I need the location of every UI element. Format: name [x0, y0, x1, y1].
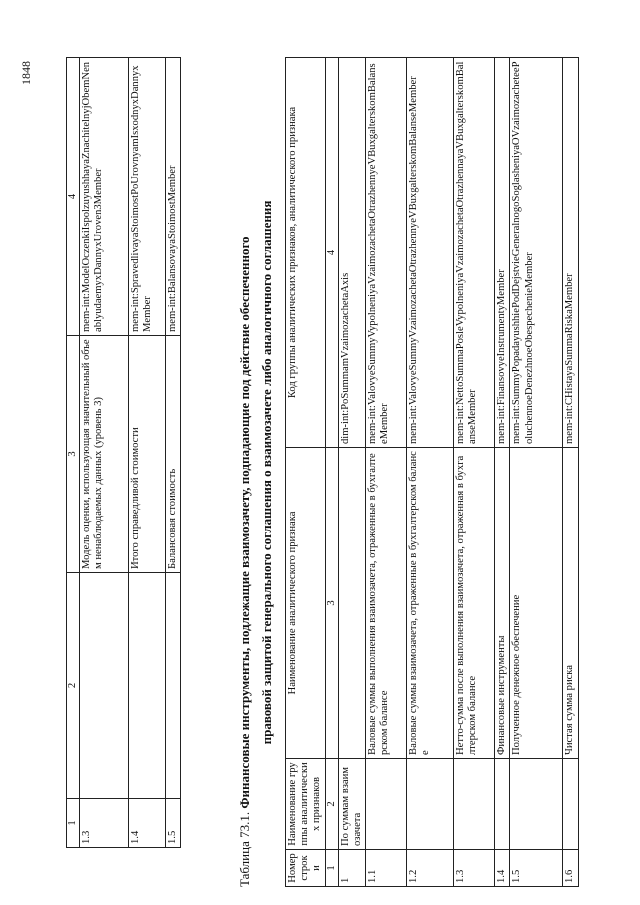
row-code: mem-int:NettoSummaPosleVypolneniyaVzaimozachetaOtrazhennayaVBuxgalterskomBalanseMember	[454, 58, 495, 448]
row-group	[129, 573, 166, 799]
table-caption	[234, 58, 278, 887]
row-group	[510, 759, 563, 850]
col-number: 2	[67, 573, 80, 799]
row-name	[338, 448, 365, 759]
col-number: 3	[325, 448, 338, 759]
row-name: Балансовая стоимость	[166, 336, 181, 573]
header-row-number: Номер строки	[286, 850, 326, 887]
row-group	[495, 759, 510, 850]
row-code: mem-int:CHistayaSummaRiskaMember	[563, 58, 578, 448]
table-row	[563, 58, 578, 887]
row-number: 1.5	[166, 799, 181, 848]
table-row	[510, 58, 563, 887]
row-code: mem-int:ModelOczenkiIspolzuyushhayaZnachitelnyjObemNenablyudaemyxDannyxUroven3Member	[80, 58, 129, 336]
table-row	[407, 58, 454, 887]
table-row	[495, 58, 510, 887]
row-group	[366, 759, 407, 850]
col-number: 1	[325, 850, 338, 887]
row-group	[454, 759, 495, 850]
column-number-row	[325, 58, 338, 887]
row-code: mem-int:BalansovayaStoimostMember	[166, 58, 181, 336]
row-code: dim-int:PoSummamVzaimozachetaAxis	[338, 58, 365, 448]
row-number: 1.1	[366, 850, 407, 887]
table-financial-instruments	[285, 57, 579, 887]
row-code: mem-int:FinansovyeInstrumentyMember	[495, 58, 510, 448]
table-row	[80, 58, 129, 848]
row-code: mem-int:ValovyeSummyVzaimozachetaOtrazhennyeVBuxgalterskomBalanseMember	[407, 58, 454, 448]
row-name: Финансовые инструменты	[495, 448, 510, 759]
header-row	[286, 58, 326, 887]
table-row	[129, 58, 166, 848]
row-name: Чистая сумма риска	[563, 448, 578, 759]
row-group	[407, 759, 454, 850]
row-code: mem-int:ValovyeSummyVypolneniyaVzaimozachetaOtrazhennyeVBuxgalterskomBalanseMember	[366, 58, 407, 448]
row-code: mem-int:SpravedlivayaStoimostPoUrovnyamIsxodnyxDannyxMember	[129, 58, 166, 336]
col-number: 1	[67, 799, 80, 848]
row-number: 1.4	[495, 850, 510, 887]
row-code: mem-int:SummyPopadayushhiePodDejstvieGeneralnogoSoglasheniyaOVzaimozacheteePoluchennoeDenezhnoeObespechenieMember	[510, 58, 563, 448]
row-name: Полученное денежное обеспечение	[510, 448, 563, 759]
row-number: 1.4	[129, 799, 166, 848]
row-group: По суммам взаимозачета	[338, 759, 365, 850]
page-number: 1848	[19, 61, 33, 85]
table-row	[366, 58, 407, 887]
col-number: 2	[325, 759, 338, 850]
caption-title-line2: правовой защитой генерального соглашения о взаимозачете либо аналогичного соглашения	[259, 200, 274, 745]
table-row	[454, 58, 495, 887]
row-name: Итого справедливой стоимости	[129, 336, 166, 573]
row-number: 1.5	[510, 850, 563, 887]
row-number: 1.2	[407, 850, 454, 887]
table-row	[166, 58, 181, 848]
col-number: 3	[67, 336, 80, 573]
table-continuation	[66, 57, 181, 848]
header-feature-name: Наименование аналитического признака	[286, 448, 326, 759]
row-number: 1.3	[454, 850, 495, 887]
col-number: 4	[325, 58, 338, 448]
row-group	[166, 573, 181, 799]
row-name: Нетто-сумма после выполнения взаимозачета, отраженная в бухгалтерском балансе	[454, 448, 495, 759]
caption-label: Таблица 73.1.	[237, 811, 252, 887]
column-number-row	[67, 58, 80, 848]
row-name: Валовые суммы взаимозачета, отраженные в бухгалтерском балансе	[407, 448, 454, 759]
row-name: Валовые суммы выполнения взаимозачета, отраженные в бухгалтерском балансе	[366, 448, 407, 759]
row-name: Модель оценки, использующая значительный объем ненаблюдаемых данных (уровень 3)	[80, 336, 129, 573]
row-number: 1.3	[80, 799, 129, 848]
caption-title-line1: Финансовые инструменты, подлежащие взаимозачету, подпадающие под действие обеспеченного	[237, 236, 252, 809]
header-code: Код группы аналитических признаков, аналитического признака	[286, 58, 326, 448]
row-group	[80, 573, 129, 799]
row-number: 1	[338, 850, 365, 887]
row-group	[563, 759, 578, 850]
col-number: 4	[67, 58, 80, 336]
header-group-name: Наименование группы аналитических признаков	[286, 759, 326, 850]
row-number: 1.6	[563, 850, 578, 887]
table-row	[338, 58, 365, 887]
